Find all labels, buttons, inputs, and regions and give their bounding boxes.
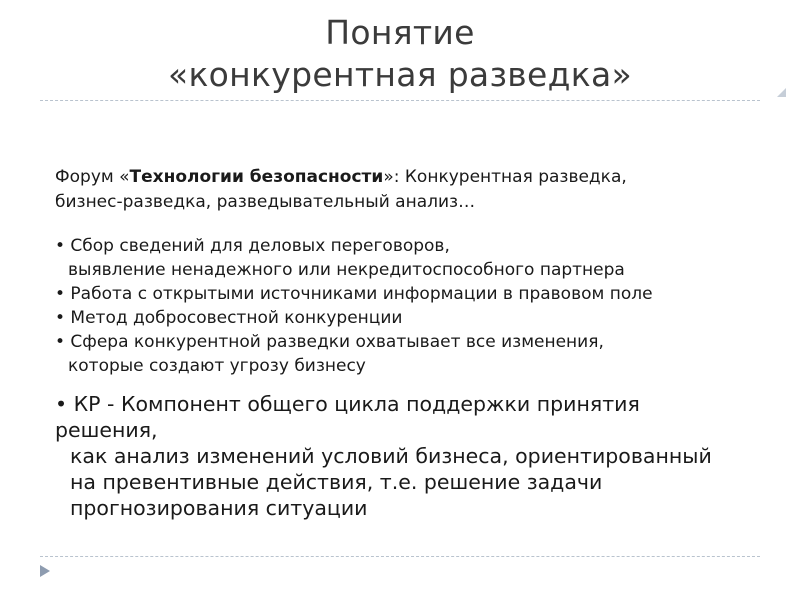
bullet-item (55, 234, 775, 282)
bullet-text: • Сбор сведений для деловых переговоров, (55, 236, 450, 256)
slide-title-line-2: «конкурентная разведка» (167, 55, 633, 94)
slide-title-line-1: Понятие (325, 13, 475, 52)
key-bullet-line-3: как анализ изменений условий бизнеса, ориентированный (70, 444, 712, 468)
slide-body (55, 165, 775, 521)
intro-paragraph (55, 165, 775, 215)
key-bullet (55, 391, 775, 521)
intro-suffix: »: Конкурентная разведка, (383, 167, 627, 187)
bullet-item (55, 330, 775, 378)
corner-triangle-icon (777, 88, 786, 97)
bottom-divider (40, 556, 760, 557)
top-divider (40, 100, 760, 101)
key-bullet-line-1: • КР - Компонент общего цикла поддержки принятия (55, 392, 640, 416)
bullet-text: • Работа с открытыми источниками информации в правовом поле (55, 284, 653, 304)
key-bullet-line-5: прогнозирования ситуации (70, 496, 368, 520)
bullet-list (55, 234, 775, 378)
bullet-item (55, 306, 775, 330)
key-bullet-line-2: решения, (55, 418, 158, 442)
bullet-continuation: которые создают угрозу бизнесу (68, 356, 366, 376)
bullet-text: • Метод добросовестной конкуренции (55, 308, 403, 328)
slide-title (0, 12, 800, 96)
intro-forum-name: Технологии безопасности (129, 167, 384, 187)
bullet-text: • Сфера конкурентной разведки охватывает все изменения, (55, 332, 604, 352)
bullet-item (55, 282, 775, 306)
key-bullet-line-4: на превентивные действия, т.е. решение задачи (70, 470, 603, 494)
intro-line-2: бизнес-разведка, разведывательный анализ… (55, 192, 476, 212)
intro-prefix: Форум « (55, 167, 130, 187)
bullet-continuation: выявление ненадежного или некредитоспособного партнера (68, 260, 625, 280)
play-triangle-icon (40, 565, 50, 577)
